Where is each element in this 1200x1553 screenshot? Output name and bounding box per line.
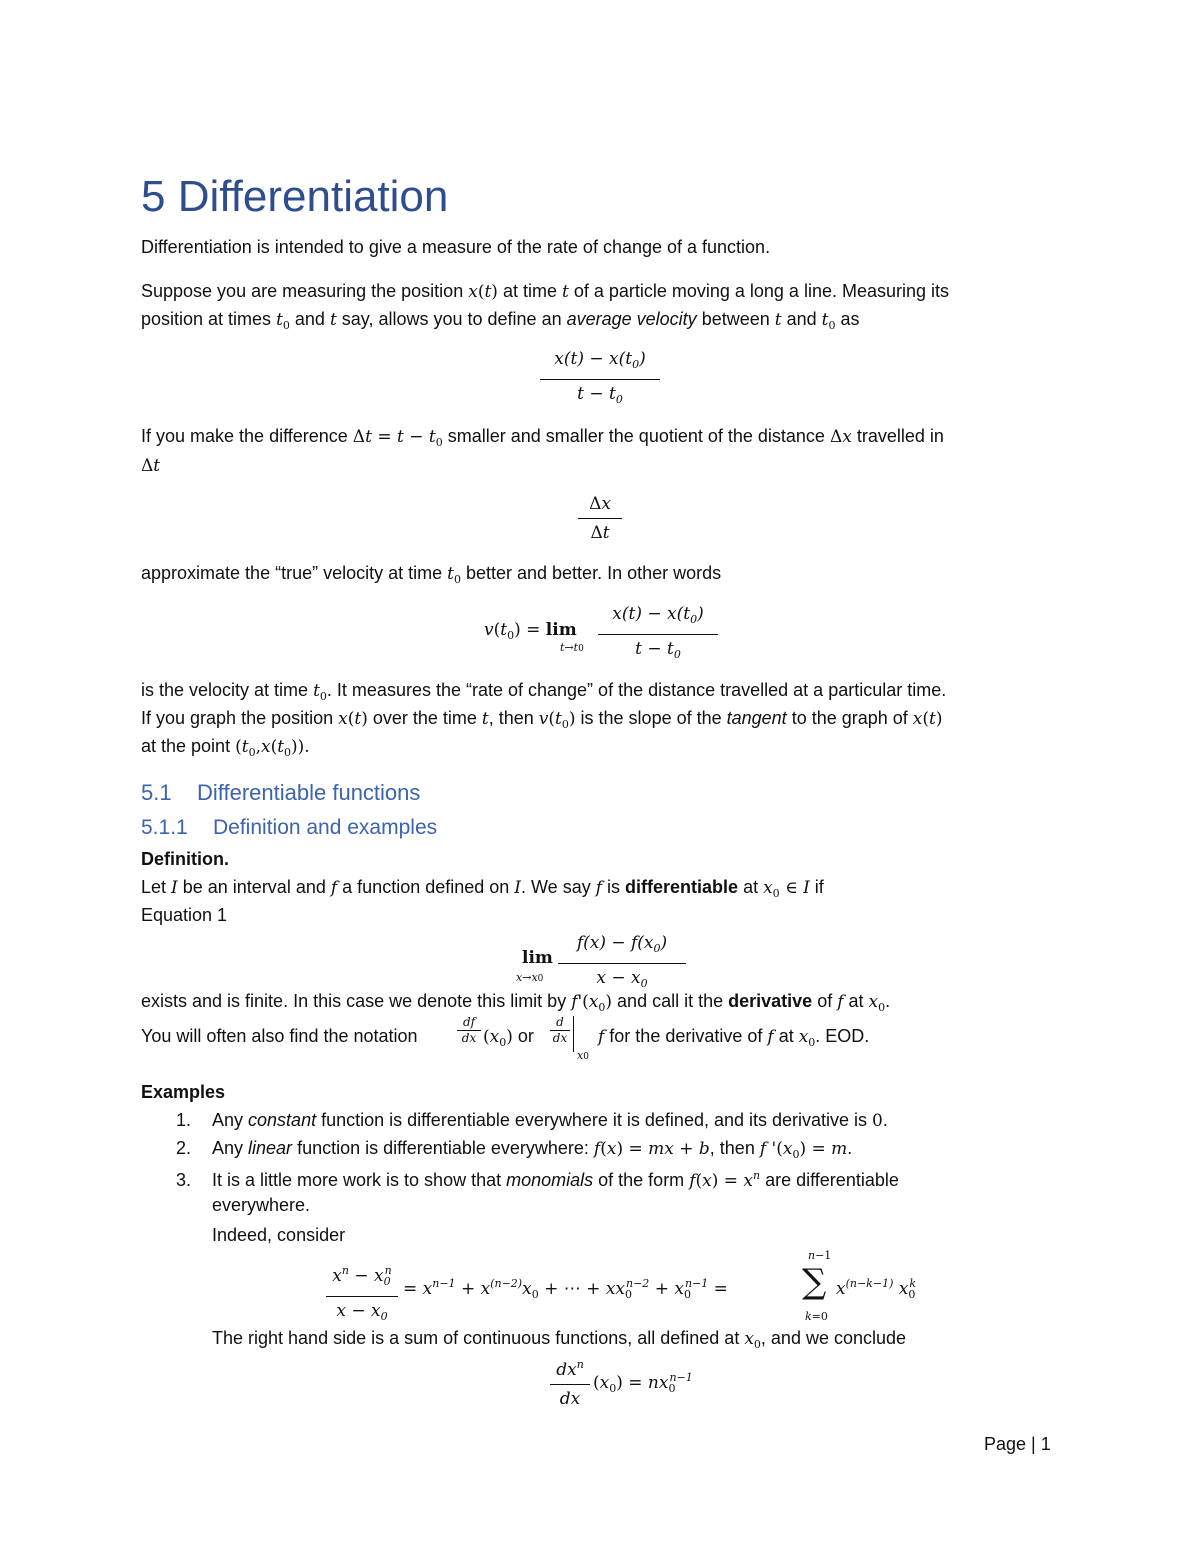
- velocity-limit-subscript: t→t0: [560, 641, 584, 654]
- sum-upper-limit: n−1: [808, 1249, 832, 1262]
- section-heading-5-1: 5.1 Differentiable functions: [141, 780, 421, 805]
- evaluation-subscript: x0: [577, 1049, 589, 1062]
- indeed-consider: Indeed, consider: [212, 1225, 346, 1245]
- right-hand-side-text: The right hand side is a sum of continuous functions, all defined at $x_0$, and we conclude: [212, 1328, 907, 1351]
- paragraph-difference: If you make the difference $\Delta t = t - t_0$ smaller and smaller the quotient of the distance Δx travelled in: [141, 426, 944, 449]
- notation-x0: $(x_0)$ or: [483, 1026, 534, 1049]
- velocity-limit-fraction: $x(t) - x(t_0)$ $t - t_0$: [598, 603, 718, 666]
- paragraph-position-2: position at times $t_0$ and t say, allows you to define an average velocity between t and $t_0$ as: [141, 309, 860, 332]
- list-item: 3. It is a little more work is to show that monomials of the form $f(x) = x^n$ are differentiable: [176, 1169, 899, 1191]
- quotient-formula: Δx Δt: [578, 493, 622, 544]
- paragraph-position-1: Suppose you are measuring the position x(t) at time t of a particle moving a long a line. Measuring its: [141, 281, 950, 302]
- sigma-icon: ∑: [802, 1262, 827, 1302]
- intro-paragraph: Differentiation is intended to give a measure of the rate of change of a function.: [141, 237, 771, 257]
- paragraph-velocity-1: is the velocity at time $t_0$. It measures the “rate of change” of the distance travelled at a particular time.: [141, 680, 947, 703]
- paragraph-velocity-3: at the point $(t_0,x(t_0))$.: [141, 736, 310, 759]
- monomial-expansion: = $x^{n-1} + x^{(n-2)}x_0$ + ⋯ + $xx_0^{n-2} + x_0^{n-1}$ =: [403, 1277, 728, 1301]
- derivative-monomial-result: $(x_0) = nx_0^{n-1}$: [593, 1371, 693, 1395]
- list-item: 2. Any linear function is differentiable everywhere: f(x) = mx + b, then f '$(x_0) = m$.: [176, 1138, 853, 1161]
- velocity-limit-lhs: $v(t_0) = \lim$: [484, 620, 577, 642]
- definition-text: Let I be an interval and f a function defined on I. We say f is differentiable at $x_0$ ∈ I if: [141, 877, 824, 900]
- sum-lower-limit: k=0: [805, 1310, 828, 1323]
- equation-1-fraction: $f(x) - f(x_0)$ $x - x_0$: [558, 932, 686, 995]
- equation-1-subscript: x→x0: [516, 971, 544, 984]
- list-item: 1. Any constant function is differentiable everywhere it is defined, and its derivative is 0.: [176, 1110, 888, 1131]
- page-number: Page | 1: [984, 1434, 1051, 1454]
- equation-1-lim: lim: [522, 948, 553, 968]
- page-title: 5 Differentiation: [141, 172, 449, 221]
- paragraph-difference-cont: Δt: [141, 456, 161, 476]
- d-dx-notation: d dx: [550, 1016, 570, 1045]
- paragraph-velocity-2: If you graph the position x(t) over the time t, then $v(t_0)$ is the slope of the tangent to the graph of x(t): [141, 708, 943, 731]
- examples-heading: Examples: [141, 1082, 226, 1102]
- evaluation-bar: [573, 1016, 574, 1052]
- average-velocity-formula: $x(t) - x(t_0)$ $t - t_0$: [540, 348, 660, 411]
- sum-term: $x^{(n-k-1)}$ $x_0^k$: [836, 1277, 917, 1301]
- monomial-quotient: $x^n - x_0^n$ $x - x_0$: [326, 1260, 398, 1328]
- notation-tail: f for the derivative of f at $x_0$. EOD.: [598, 1026, 870, 1049]
- equation-label: Equation 1: [141, 905, 228, 925]
- paragraph-approximate: approximate the “true” velocity at time $t_0$ better and better. In other words: [141, 563, 722, 586]
- definition-derivative: exists and is finite. In this case we denote this limit by $f'(x_0)$ and call it the derivative of f at $x_0$.: [141, 991, 891, 1014]
- derivative-monomial-fraction: $dx^n$ dx: [550, 1354, 590, 1410]
- notation-line: You will often also find the notation: [141, 1026, 418, 1046]
- section-heading-5-1-1: 5.1.1 Definition and examples: [141, 816, 438, 839]
- df-dx-notation: df dx: [457, 1016, 481, 1045]
- definition-heading: Definition.: [141, 849, 229, 869]
- list-item-cont: everywhere.: [212, 1195, 311, 1215]
